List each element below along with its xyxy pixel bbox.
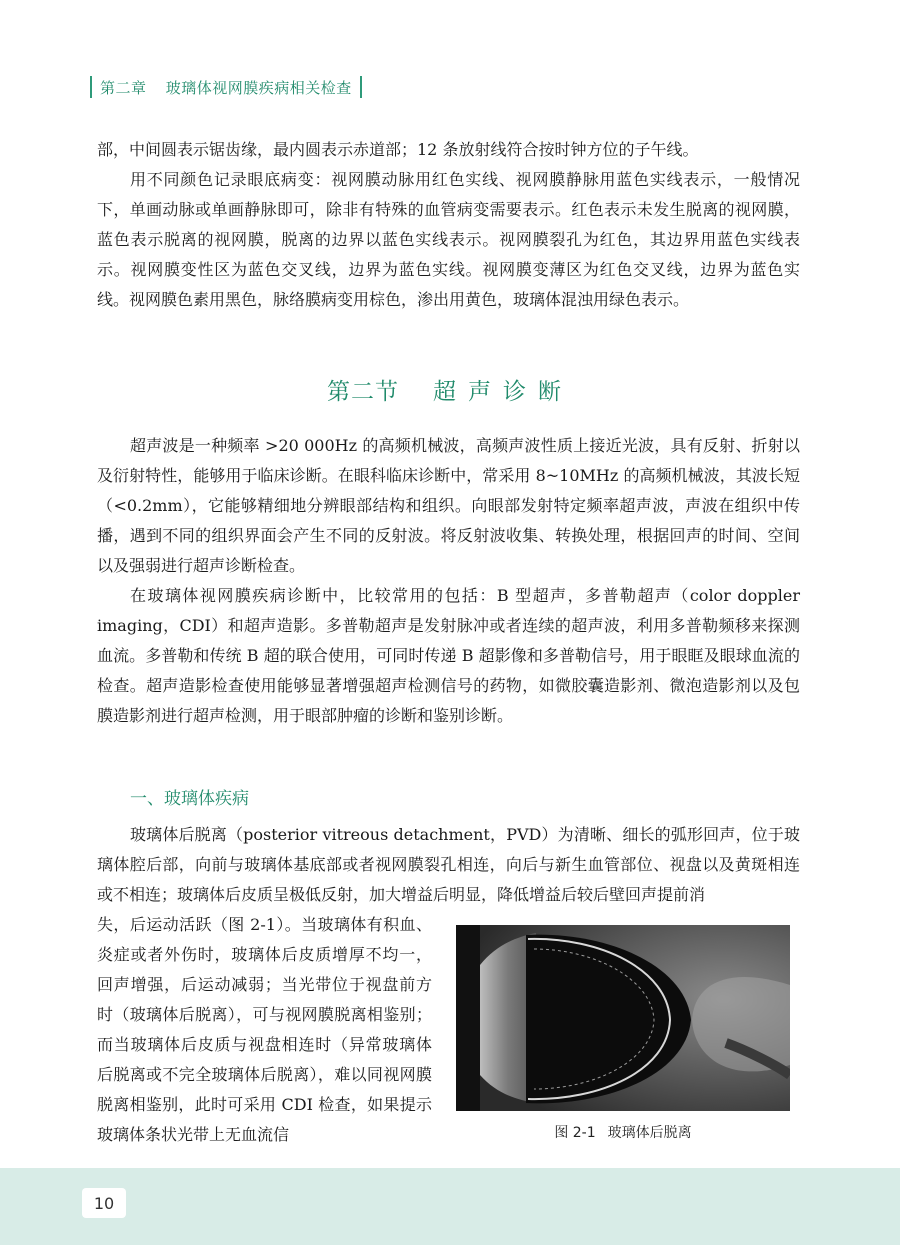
figure-number: 图 2-1: [554, 1125, 596, 1141]
figure-caption-text: 玻璃体后脱离: [607, 1125, 692, 1141]
header-title: 玻璃体视网膜疾病相关检查: [165, 78, 352, 97]
paragraph-6: 失，后运动活跃（图 2-1）。当玻璃体有积血、炎症或者外伤时，玻璃体后皮质增厚不均一，回声增强，后运动减弱；当光带位于视盘前方时（玻璃体后脱离），可与视网膜脱离相鉴别；而当玻璃体后皮质与视盘相连时（异常玻璃体后脱离或不完全玻璃体后脱离），难以同视网膜脱离相鉴别，此时可采用 CDI 检查，如果提示玻璃体条状光带上无血流信: [97, 915, 432, 1144]
left-dark-margin: [456, 925, 480, 1111]
section-number: 第二节: [327, 379, 399, 405]
ultrasound-figure: [456, 925, 790, 1111]
paragraph-5: 玻璃体后脱离（posterior vitreous detachment，PVD）为清晰、细长的弧形回声，位于玻璃体腔后部，向前与玻璃体基底部或者视网膜裂孔相连，向后与新生血管部位、视盘以及黄斑相连或不相连；玻璃体后皮质呈极低反射，加大增益后明显，降低增益后较后壁回声提前消: [97, 825, 800, 904]
page-number: 10: [82, 1188, 126, 1218]
paragraph-1: 部，中间圆表示锯齿缘，最内圆表示赤道部；12 条放射线符合按时钟方位的子午线。: [97, 140, 699, 159]
paragraph-3: 超声波是一种频率 >20 000Hz 的高频机械波，高频声波性质上接近光波，具有反射、折射以及衍射特性，能够用于临床诊断。在眼科临床诊断中，常采用 8~10MHz 的高频机械波，其波长短（<0.2mm），它能够精细地分辨眼部结构和组织。向眼部发射特定频率超声波，声波在组织中传播，遇到不同的组织界面会产生不同的反射波。将反射波收集、转换处理，根据回声的时间、空间以及强弱进行超声诊断检查。: [97, 436, 800, 575]
paragraph-4: 在玻璃体视网膜疾病诊断中，比较常用的包括：B 型超声，多普勒超声（color doppler imaging，CDI）和超声造影。多普勒超声是发射脉冲或者连续的超声波，利用多普勒频移来探测血流。多普勒和传统 B 超的联合使用，可同时传递 B 超影像和多普勒信号，用于眼眶及眼球血流的检查。超声造影检查使用能够显著增强超声检测信号的药物，如微胶囊造影剂、微泡造影剂以及包膜造影剂进行超声检测，用于眼部肿瘤的诊断和鉴别诊断。: [97, 586, 800, 725]
figure-caption: [456, 1122, 790, 1142]
section-title: [0, 373, 900, 406]
footer-band: [0, 1168, 900, 1245]
section-heading: 超声诊断: [433, 379, 573, 405]
header-chapter: 第二章: [100, 78, 147, 97]
header-right-bar: [360, 76, 362, 98]
header-text: [92, 77, 360, 98]
ultrasound-image: [456, 925, 790, 1111]
running-header: [90, 74, 362, 100]
paragraph-2: 用不同颜色记录眼底病变：视网膜动脉用红色实线、视网膜静脉用蓝色实线表示，一般情况下，单画动脉或单画静脉即可，除非有特殊的血管病变需要表示。红色表示未发生脱离的视网膜，蓝色表示脱离的视网膜，脱离的边界以蓝色实线表示。视网膜裂孔为红色，其边界用蓝色实线表示。视网膜变性区为蓝色交叉线，边界为蓝色实线。视网膜变薄区为红色交叉线，边界为蓝色实线。视网膜色素用黑色，脉络膜病变用棕色，渗出用黄色，玻璃体混浊用绿色表示。: [97, 170, 800, 309]
subsection-heading: 一、玻璃体疾病: [130, 789, 249, 809]
